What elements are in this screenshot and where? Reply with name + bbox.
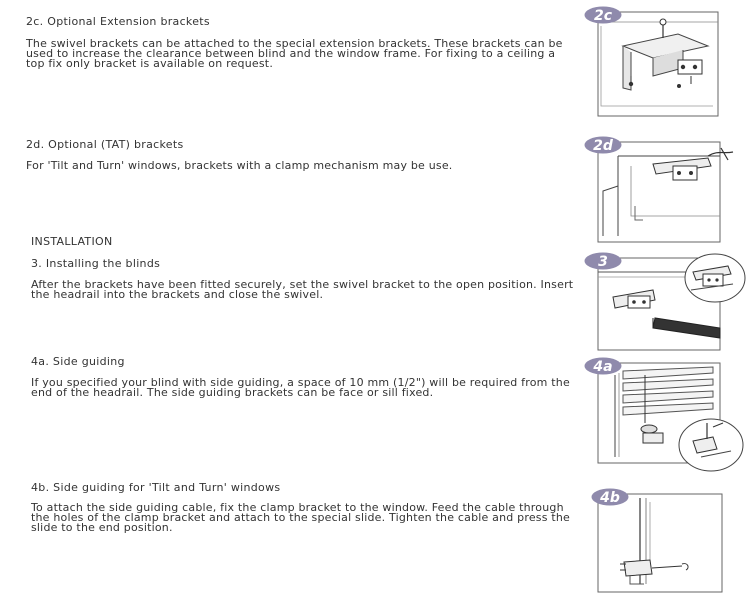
section-2c-body: The swivel brackets can be attached to the special extension brackets. These brackets can be used to increase the clearance between blind and the window frame. For fixing to a ceiling a top fix only bracket is available on request.	[26, 37, 563, 70]
section-4b-body: To attach the side guiding cable, fix the clamp bracket to the window. Feed the cable through the holes of the clamp bracket and attach to the special slide. Tighten the cable and press the slide to the end position.	[31, 501, 571, 534]
badge-4b	[591, 488, 629, 506]
badge-3-label: 3	[598, 254, 608, 270]
section-3-body: After the brackets have been fitted securely, set the swivel bracket to the open position. Insert the headrail into the brackets and close the swivel.	[31, 278, 574, 301]
installation-heading: INSTALLATION	[31, 235, 113, 248]
section-3-title: 3. Installing the blinds	[31, 257, 161, 270]
badge-4a	[584, 357, 622, 375]
section-4b-title: 4b. Side guiding for 'Tilt and Turn' windows	[31, 481, 281, 494]
badge-2c-label: 2c	[593, 8, 613, 24]
badge-4b-label: 4b	[600, 490, 620, 506]
badge-3	[584, 252, 622, 270]
badge-2c	[584, 6, 622, 24]
section-4a-body: If you specified your blind with side guiding, a space of 10 mm (1/2") will be required from the end of the headrail. The side guiding brackets can be face or sill fixed.	[31, 376, 570, 399]
badge-2d	[584, 136, 622, 154]
badge-4a-label: 4a	[593, 359, 613, 375]
section-2d-title: 2d. Optional (TAT) brackets	[26, 138, 184, 151]
badge-2d-label: 2d	[593, 138, 613, 154]
section-2d-body: For 'Tilt and Turn' windows, brackets with a clamp mechanism may be use.	[26, 159, 453, 172]
section-2c-title: 2c. Optional Extension brackets	[26, 15, 210, 28]
section-4a-title: 4a. Side guiding	[31, 355, 125, 368]
